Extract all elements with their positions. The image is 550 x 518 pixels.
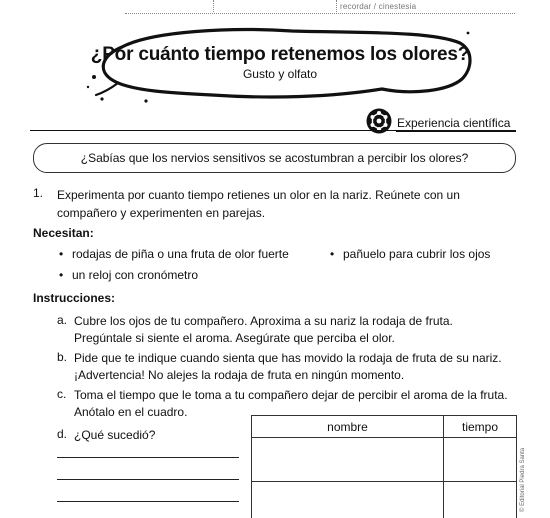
instruction-text: Cubre los ojos de tu compañero. Aproxima a su nariz la rodaja de fruta. Pregúntale si siente el aroma. Asegúrate que perciba el olor. [74,314,453,345]
table-row [252,482,517,518]
instruction-letter: b. [57,350,68,364]
material-item: • rodajas de piña o una fruta de olor fuerte [72,247,289,261]
instruction-text: ¿Qué sucedió? [74,428,156,442]
instruction-text: Pide que te indique cuando sienta que has movido la rodaja de fruta de su nariz. ¡Advertencia! No alejes la rodaja de fruta en ningún momento. [74,351,502,382]
instruction-letter: c. [57,387,67,401]
instruction-letter: a. [57,313,68,327]
instruction-text: Toma el tiempo que le toma a tu compañero dejar de percibir el aroma de la fruta. Anótalo en el cuadro. [74,388,508,419]
table-header-time: tiempo [444,416,517,438]
top-dotted-rule [125,0,515,14]
top-caption: recordar / cinestesia [340,2,417,11]
step-number: 1. [33,186,44,200]
time-cell[interactable] [444,482,517,518]
publisher-credit: © Editorial Piedra Santa [520,447,526,512]
page-subtitle: Gusto y olfato [242,67,318,81]
answer-line[interactable] [57,501,239,502]
section-rule-accent [396,130,516,132]
material-item: • un reloj con cronómetro [72,268,198,282]
name-cell[interactable] [252,482,444,518]
step-text: Experimenta por cuanto tiempo retienes un olor en la nariz. Reúnete con un compañero y experimenten en parejas. [57,188,460,220]
answer-line[interactable] [57,457,239,458]
name-cell[interactable] [252,438,444,482]
time-cell[interactable] [444,438,517,482]
instructions-heading: Instrucciones: [33,291,116,305]
answer-line[interactable] [57,479,239,480]
page-title: ¿Por cuánto tiempo retenemos los olores? [90,44,470,65]
top-divider [336,0,337,12]
materials-heading: Necesitan: [33,226,94,240]
table-header-name: nombre [252,416,444,438]
did-you-know-box: ¿Sabías que los nervios sensitivos se acostumbran a percibir los olores? [33,143,516,173]
top-divider [213,0,214,12]
material-item: • pañuelo para cubrir los ojos [343,247,490,261]
results-table [251,415,517,518]
instruction-letter: d. [57,427,68,441]
table-row [252,438,517,482]
experience-label: Experiencia científica [397,116,511,130]
